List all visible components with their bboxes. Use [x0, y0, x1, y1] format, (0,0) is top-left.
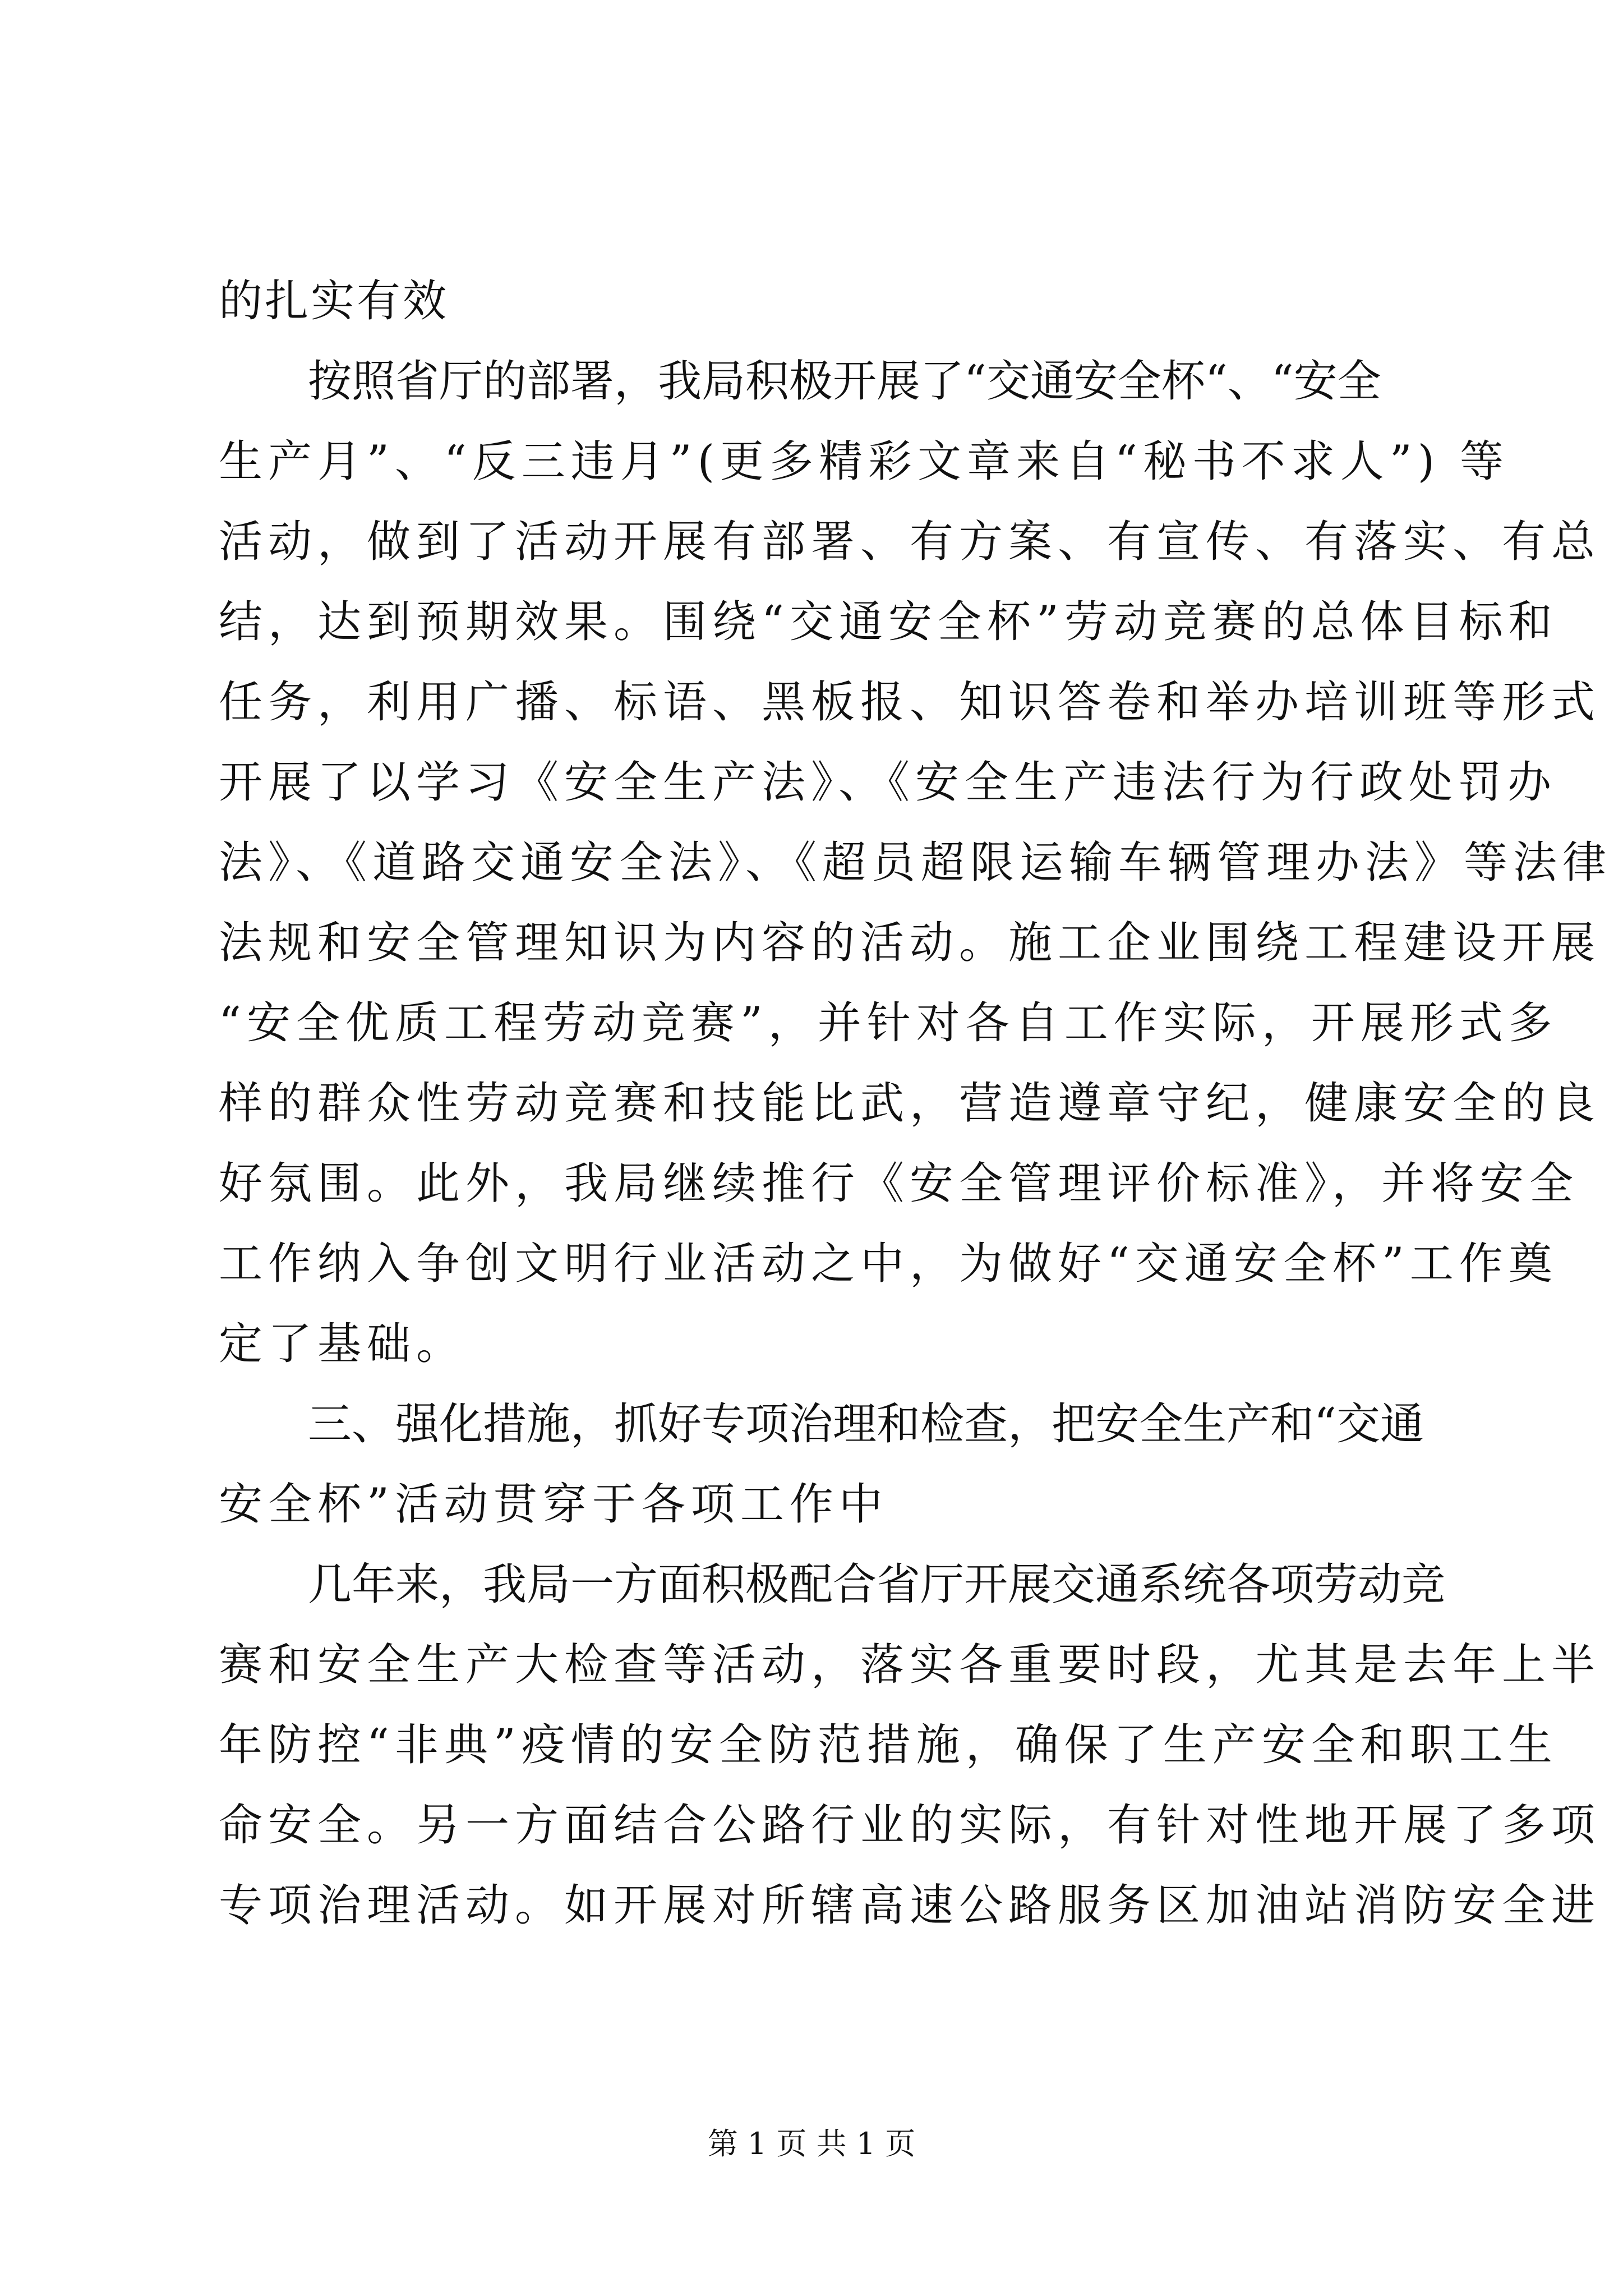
text-line-17: 几年来，我局一方面积极配合省厅开展交通系统各项劳动竞: [308, 1559, 1446, 1610]
text-line-11: 样的群众性劳动竞赛和技能比武，营造遵章守纪，健康安全的良: [219, 1078, 1601, 1129]
text-line-1: 的扎实有效: [219, 276, 449, 326]
text-line-10: “安全优质工程劳动竞赛”，并针对各自工作实际，开展形式多: [219, 998, 1558, 1048]
text-line-21: 专项治理活动。如开展对所辖高速公路服务区加油站消防安全进: [219, 1880, 1601, 1931]
text-line-9: 法规和安全管理知识为内容的活动。施工企业围绕工程建设开展: [219, 918, 1601, 968]
text-line-18: 赛和安全生产大检查等活动，落实各重要时段，尤其是去年上半: [219, 1640, 1601, 1690]
text-line-13: 工作纳入争创文明行业活动之中，为做好“交通安全杯”工作奠: [219, 1239, 1558, 1289]
text-line-4: 活动，做到了活动开展有部署、有方案、有宣传、有落实、有总: [219, 517, 1601, 567]
text-line-14: 定了基础。: [219, 1319, 466, 1369]
text-line-5: 结，达到预期效果。围绕“交通安全杯”劳动竞赛的总体目标和: [219, 597, 1558, 647]
page-footer: 第 1 页 共 1 页: [707, 2126, 916, 2161]
text-line-16: 安全杯”活动贯穿于各项工作中: [219, 1479, 888, 1530]
text-line-15: 三、强化措施，抓好专项治理和检查，把安全生产和“交通: [308, 1399, 1424, 1450]
text-line-3: 生产月”、“反三违月”(更多精彩文章来自“秘书不求人”) 等: [219, 436, 1510, 487]
text-line-8: 法》、《道路交通安全法》、《超员超限运输车辆管理办法》等法律: [219, 838, 1612, 888]
text-line-19: 年防控“非典”疫情的安全防范措施，确保了生产安全和职工生: [219, 1720, 1558, 1770]
text-line-2: 按照省厅的部署，我局积极开展了“交通安全杯“、“安全: [308, 356, 1381, 407]
text-line-12: 好氛围。此外，我局继续推行《安全管理评价标准》，并将安全: [219, 1158, 1579, 1209]
text-line-6: 任务，利用广播、标语、黑板报、知识答卷和举办培训班等形式: [219, 677, 1601, 728]
text-line-7: 开展了以学习《安全生产法》、《安全生产违法行为行政处罚办: [219, 757, 1557, 808]
text-line-20: 命安全。另一方面结合公路行业的实际，有针对性地开展了多项: [219, 1800, 1601, 1851]
